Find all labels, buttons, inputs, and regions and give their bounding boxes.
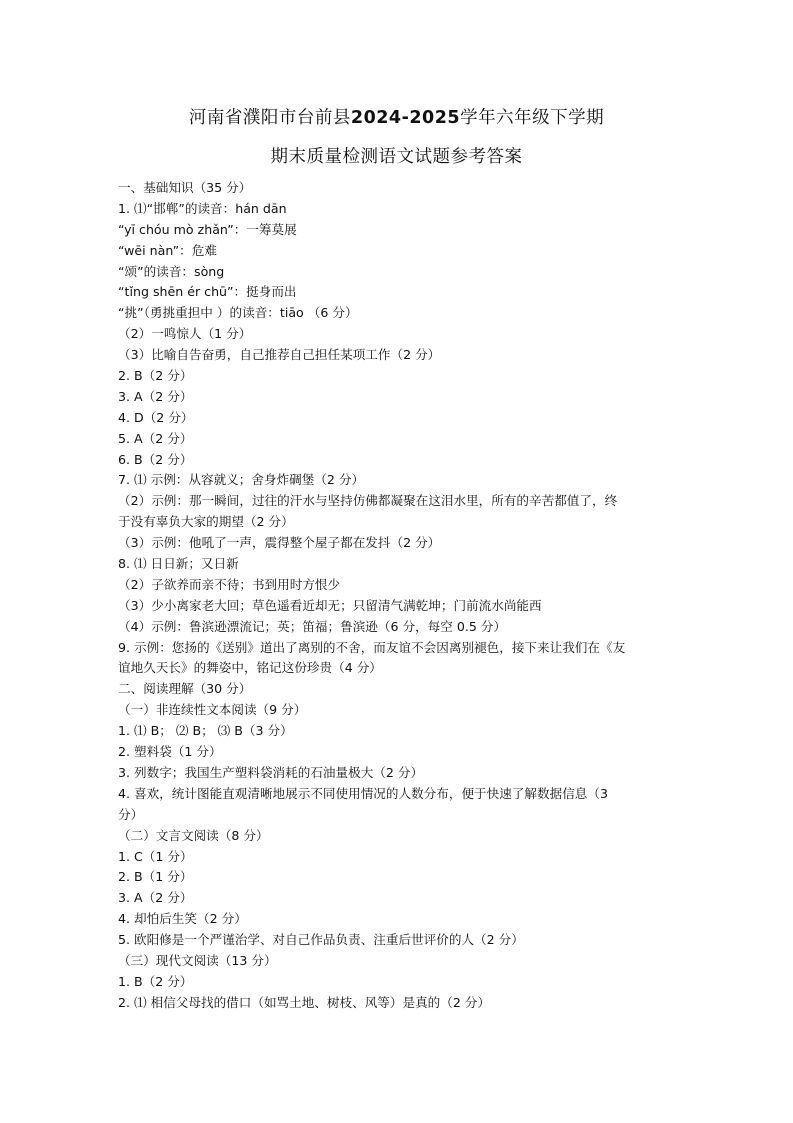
answer-line: 4. 喜欢，统计图能直观清晰地展示不同使用情况的人数分布，便于快速了解数据信息（3 xyxy=(118,785,609,801)
section-heading: 二、阅读理解（30 分） xyxy=(118,681,252,697)
subsection-heading: （三）现代文阅读（13 分） xyxy=(118,952,277,968)
answer-line: 1. ⑴“邯郸”的读音：hán dān xyxy=(118,200,287,216)
answer-line: 1. ⑴ B； ⑵ B； ⑶ B（3 分） xyxy=(118,723,293,739)
answer-line: 3. 列数字；我国生产塑料袋消耗的石油量极大（2 分） xyxy=(118,764,424,780)
section-heading: 一、基础知识（35 分） xyxy=(118,180,252,195)
answer-line: （3）示例：他吼了一声，震得整个屋子都在发抖（2 分） xyxy=(118,535,441,551)
answer-line: 4. 却怕后生笑（2 分） xyxy=(118,911,247,927)
page-subtitle: 期末质量检测语文试题参考答案 xyxy=(270,147,523,167)
answer-line: （3）少小离家老大回；草色遥看近却无；只留清气满乾坤；门前流水尚能西 xyxy=(118,597,542,613)
answer-line: 谊地久天长》的舞姿中，铭记这份珍贵（4 分） xyxy=(118,660,382,676)
answer-line: “挑”（勇挑重担中 ）的读音：tiāo （6 分） xyxy=(118,305,358,321)
answer-line: 5. A（2 分） xyxy=(118,430,193,446)
answer-line: （2）子欲养而亲不待；书到用时方恨少 xyxy=(118,576,341,592)
answer-line: （2）示例：那一瞬间，过往的汗水与坚持仿佛都凝聚在这泪水里，所有的辛苦都值了，终 xyxy=(118,493,618,509)
answer-line: “颂”的读音：sòng xyxy=(118,263,225,279)
answer-line: 2. 塑料袋（1 分） xyxy=(118,744,222,760)
answer-line: “yī chóu mò zhǎn”：一筹莫展 xyxy=(118,221,297,237)
title-term: 学年六年级下学期 xyxy=(460,108,605,128)
answer-line: 7. ⑴ 示例：从容就义；舍身炸碉堡（2 分） xyxy=(118,472,365,488)
answer-line: “tǐng shēn ér chū”：挺身而出 xyxy=(118,284,297,300)
answer-line: 2. B（2 分） xyxy=(118,368,193,384)
answer-line: 1. C（1 分） xyxy=(118,848,193,864)
answer-line: （2）一鸣惊人（1 分） xyxy=(118,326,252,342)
answer-line: 3. A（2 分） xyxy=(118,388,193,404)
answer-line: “wēi nàn”：危难 xyxy=(118,242,217,258)
title-region: 河南省濮阳市台前县 xyxy=(188,108,351,128)
subsection-heading: （一）非连续性文本阅读（9 分） xyxy=(118,702,307,718)
answer-line: 分） xyxy=(118,806,144,822)
answer-line: （4）示例：鲁滨逊漂流记；英；笛福；鲁滨逊（6 分，每空 0.5 分） xyxy=(118,618,507,634)
answer-line: 3. A（2 分） xyxy=(118,890,193,906)
answer-line: 9. 示例：您扬的《送别》道出了离别的不舍，而友谊不会因离别褪色，接下来让我们在《友 xyxy=(118,639,626,655)
subsection-heading: （二）文言文阅读（8 分） xyxy=(118,827,269,843)
title-year: 2024-2025 xyxy=(350,108,461,128)
answer-line: 2. ⑴ 相信父母找的借口（如骂土地、树枝、风等）是真的（2 分） xyxy=(118,994,491,1010)
answer-line: 4. D（2 分） xyxy=(118,409,194,425)
answer-line: 于没有辜负大家的期望（2 分） xyxy=(118,514,294,530)
answer-line: 8. ⑴ 日日新；又日新 xyxy=(118,556,239,572)
answer-line: （3）比喻自告奋勇，自己推荐自己担任某项工作（2 分） xyxy=(118,347,441,363)
answer-line: 5. 欧阳修是一个严谨治学、对自己作品负责、注重后世评价的人（2 分） xyxy=(118,932,524,948)
answer-line: 6. B（2 分） xyxy=(118,451,193,467)
page-title xyxy=(0,107,793,129)
answer-line: 2. B（1 分） xyxy=(118,869,193,885)
answer-list xyxy=(118,178,678,1014)
answer-line: 1. B（2 分） xyxy=(118,973,193,989)
